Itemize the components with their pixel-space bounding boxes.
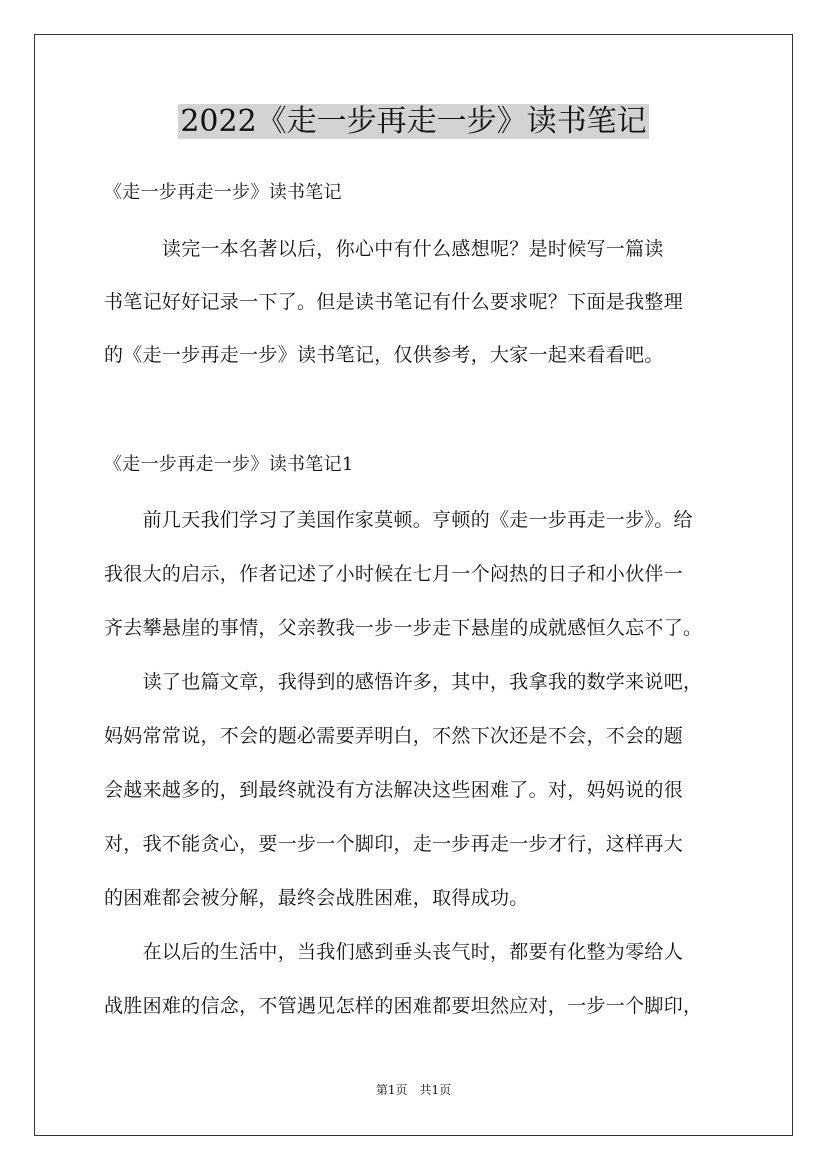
section-heading: 《走一步再走一步》读书笔记1: [104, 454, 354, 475]
document-subtitle: 《走一步再走一步》读书笔记: [104, 182, 342, 203]
document-title: [0, 100, 827, 144]
body-line: 的困难都会被分解，最终会战胜困难，取得成功。: [104, 887, 529, 909]
body-line: 妈妈常常说，不会的题必需要弄明白，不然下次还是不会，不会的题: [104, 725, 684, 747]
body-line: 对，我不能贪心，要一步一个脚印，走一步再走一步才行，这样再大: [104, 833, 684, 855]
page-footer: 第1页 共1页: [375, 1083, 452, 1097]
document-title-text: 2022《走一步再走一步》读书笔记: [180, 104, 647, 139]
intro-line: 的《走一步再走一步》读书笔记，仅供参考，大家一起来看看吧。: [104, 344, 664, 366]
body-line: 战胜困难的信念，不管遇见怎样的困难都要坦然应对，一步一个脚印，: [104, 995, 703, 1017]
body-line: 我很大的启示，作者记述了小时候在七月一个闷热的日子和小伙伴一: [104, 563, 684, 585]
intro-line: 书笔记好好记录一下了。但是读书笔记有什么要求呢？下面是我整理: [104, 291, 684, 313]
body-line: 会越来越多的，到最终就没有方法解决这些困难了。对，妈妈说的很: [104, 779, 684, 801]
body-line: 齐去攀悬崖的事情，父亲教我一步一步走下悬崖的成就感恒久忘不了。: [104, 617, 703, 639]
body-line: 前几天我们学习了美国作家莫顿。亨顿的《走一步再走一步》。给: [104, 509, 693, 531]
body-line: 在以后的生活中，当我们感到垂头丧气时，都要有化整为零给人: [104, 941, 684, 963]
intro-line: 读完一本名著以后，你心中有什么感想呢？是时候写一篇读: [104, 238, 664, 260]
body-line: 读了也篇文章，我得到的感悟许多，其中，我拿我的数学来说吧，: [104, 671, 703, 693]
